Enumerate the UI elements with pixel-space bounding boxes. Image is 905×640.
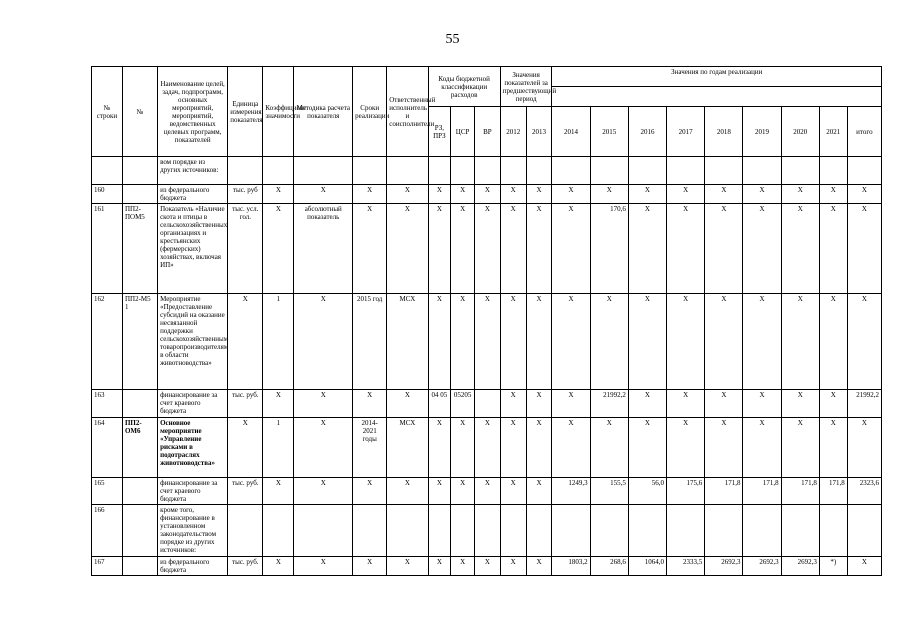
- hdr-resp: Ответственный исполнитель и соисполнители: [387, 67, 428, 157]
- row-number: 165: [92, 478, 123, 505]
- row-value: [628, 505, 666, 557]
- hdr-coef: Коэффициент значимости: [263, 67, 294, 157]
- row-value: X: [705, 185, 743, 204]
- row-method: абсолютный показатель: [294, 204, 353, 294]
- row-value: X: [781, 185, 819, 204]
- row-value: X: [552, 204, 590, 294]
- row-value: X: [526, 204, 552, 294]
- row-value: X: [590, 418, 628, 478]
- row-coef: 1: [263, 294, 294, 390]
- row-value: X: [819, 418, 847, 478]
- row-value: 2323,6: [847, 478, 881, 505]
- hdr-unit: Единица измерения показателя: [228, 67, 263, 157]
- row-value: X: [667, 418, 705, 478]
- row-resp: X: [387, 204, 428, 294]
- row-terms: 2015 год: [353, 294, 387, 390]
- row-csr: [451, 505, 475, 557]
- row-value: X: [590, 185, 628, 204]
- row-method: [294, 157, 353, 185]
- row-terms: 2014-2021 годы: [353, 418, 387, 478]
- row-resp: X: [387, 478, 428, 505]
- row-number: 162: [92, 294, 123, 390]
- row-value: 2692,3: [743, 557, 781, 576]
- row-value: 268,6: [590, 557, 628, 576]
- row-value: [667, 505, 705, 557]
- hdr-vr: ВР: [474, 107, 500, 157]
- row-value: X: [500, 418, 526, 478]
- table-body: [92, 157, 882, 576]
- row-name: вом порядке из других источников:: [158, 157, 228, 185]
- row-value: X: [847, 204, 881, 294]
- row-resp: [387, 157, 428, 185]
- row-value: [590, 505, 628, 557]
- row-value: [628, 157, 666, 185]
- row-unit: тыс. руб.: [228, 557, 263, 576]
- hdr-csr: ЦСР: [451, 107, 475, 157]
- row-value: 175,6: [667, 478, 705, 505]
- row-coef: [263, 157, 294, 185]
- table-row: [92, 390, 882, 418]
- row-value: [847, 505, 881, 557]
- row-value: X: [743, 204, 781, 294]
- hdr-terms: Сроки реализации: [353, 67, 387, 157]
- row-number: 163: [92, 390, 123, 418]
- row-unit: X: [228, 294, 263, 390]
- row-value: X: [500, 204, 526, 294]
- hdr-2021: 2021: [819, 107, 847, 157]
- row-rz: X: [428, 557, 451, 576]
- row-value: X: [705, 204, 743, 294]
- hdr-2020: 2020: [781, 107, 819, 157]
- hdr-2019: 2019: [743, 107, 781, 157]
- hdr-budget-codes: Коды бюджетной классификации расходов: [428, 67, 500, 107]
- row-value: X: [781, 390, 819, 418]
- row-value: X: [667, 185, 705, 204]
- row-value: X: [500, 294, 526, 390]
- row-method: X: [294, 418, 353, 478]
- row-value: 21992,2: [590, 390, 628, 418]
- hdr-years-blank: [552, 87, 882, 107]
- row-method: X: [294, 294, 353, 390]
- row-number: 166: [92, 505, 123, 557]
- row-name: кроме того, финансирование в установленном законодательством порядке из других источников:: [158, 505, 228, 557]
- row-coef: X: [263, 390, 294, 418]
- row-terms: X: [353, 390, 387, 418]
- row-csr: [451, 157, 475, 185]
- row-value: X: [847, 185, 881, 204]
- row-vr: X: [474, 418, 500, 478]
- row-rz: [428, 505, 451, 557]
- hdr-total: итого: [847, 107, 881, 157]
- row-number: 167: [92, 557, 123, 576]
- row-value: X: [526, 185, 552, 204]
- row-vr: [474, 390, 500, 418]
- row-value: X: [628, 418, 666, 478]
- row-terms: [353, 157, 387, 185]
- row-value: [743, 505, 781, 557]
- row-value: 155,5: [590, 478, 628, 505]
- row-number: 160: [92, 185, 123, 204]
- row-unit: [228, 505, 263, 557]
- row-coef: [263, 505, 294, 557]
- row-value: 2692,3: [705, 557, 743, 576]
- row-name: Мероприятие «Предоставление субсидий на оказание несвязанной поддержки сельскохозяйственным товаропроизводителям в области животноводства»: [158, 294, 228, 390]
- row-code: [122, 505, 157, 557]
- row-unit: [228, 157, 263, 185]
- row-coef: X: [263, 185, 294, 204]
- row-value: 171,8: [705, 478, 743, 505]
- row-coef: X: [263, 557, 294, 576]
- table-row: [92, 478, 882, 505]
- indicators-table: [91, 66, 882, 576]
- row-resp: X: [387, 557, 428, 576]
- row-resp: X: [387, 185, 428, 204]
- row-coef: X: [263, 204, 294, 294]
- table-row: [92, 557, 882, 576]
- row-value: 2692,3: [781, 557, 819, 576]
- row-csr: X: [451, 185, 475, 204]
- hdr-prev-period: Значения показателей за предшествующий период: [500, 67, 552, 107]
- row-code: [122, 185, 157, 204]
- hdr-method: Методика расчета показателя: [294, 67, 353, 157]
- row-code: [122, 557, 157, 576]
- row-coef: X: [263, 478, 294, 505]
- row-value: [500, 505, 526, 557]
- row-value: X: [552, 418, 590, 478]
- row-terms: X: [353, 204, 387, 294]
- row-value: X: [847, 557, 881, 576]
- row-value: X: [819, 390, 847, 418]
- row-resp: [387, 505, 428, 557]
- row-unit: тыс. руб.: [228, 390, 263, 418]
- row-value: X: [552, 185, 590, 204]
- hdr-2018: 2018: [705, 107, 743, 157]
- hdr-years: Значения по годам реализации: [552, 67, 882, 87]
- row-rz: X: [428, 294, 451, 390]
- row-value: [819, 157, 847, 185]
- table-row: [92, 204, 882, 294]
- row-value: [500, 157, 526, 185]
- row-method: X: [294, 557, 353, 576]
- row-name: из федерального бюджета: [158, 185, 228, 204]
- row-terms: X: [353, 557, 387, 576]
- row-csr: X: [451, 204, 475, 294]
- row-value: 2333,5: [667, 557, 705, 576]
- row-value: X: [743, 185, 781, 204]
- row-value: [526, 157, 552, 185]
- row-name: Показатель «Наличие скота и птицы в сельскохозяйственных организациях и крестьянских (фермерских) хозяйствах, включая ИП»: [158, 204, 228, 294]
- row-unit: тыс. усл. гол.: [228, 204, 263, 294]
- row-rz: X: [428, 478, 451, 505]
- hdr-2015: 2015: [590, 107, 628, 157]
- row-vr: X: [474, 557, 500, 576]
- row-value: 171,8: [743, 478, 781, 505]
- row-value: [781, 505, 819, 557]
- row-value: X: [628, 294, 666, 390]
- row-name: финансирование за счет краевого бюджета: [158, 478, 228, 505]
- row-value: X: [526, 390, 552, 418]
- row-value: 170,6: [590, 204, 628, 294]
- table-row: [92, 505, 882, 557]
- hdr-2013: 2013: [526, 107, 552, 157]
- row-value: X: [781, 418, 819, 478]
- row-method: X: [294, 478, 353, 505]
- row-vr: X: [474, 204, 500, 294]
- row-value: 1803,2: [552, 557, 590, 576]
- row-value: 21992,2: [847, 390, 881, 418]
- row-value: X: [819, 204, 847, 294]
- row-method: X: [294, 390, 353, 418]
- row-name: Основное мероприятие «Управление рисками в подотраслях животноводства»: [158, 418, 228, 478]
- row-value: [781, 157, 819, 185]
- row-value: X: [667, 390, 705, 418]
- row-rz: X: [428, 204, 451, 294]
- row-value: X: [628, 390, 666, 418]
- row-value: X: [500, 390, 526, 418]
- row-name: финансирование за счет краевого бюджета: [158, 390, 228, 418]
- row-value: X: [705, 294, 743, 390]
- row-value: [705, 505, 743, 557]
- row-value: 56,0: [628, 478, 666, 505]
- row-number: 164: [92, 418, 123, 478]
- table-row: [92, 185, 882, 204]
- row-csr: 05205: [451, 390, 475, 418]
- row-terms: X: [353, 185, 387, 204]
- row-number: 161: [92, 204, 123, 294]
- row-value: [552, 157, 590, 185]
- row-rz: X: [428, 418, 451, 478]
- row-resp: X: [387, 390, 428, 418]
- row-value: X: [667, 204, 705, 294]
- row-csr: X: [451, 294, 475, 390]
- row-value: *): [819, 557, 847, 576]
- hdr-2017: 2017: [667, 107, 705, 157]
- row-vr: [474, 157, 500, 185]
- row-value: X: [500, 557, 526, 576]
- row-value: [552, 505, 590, 557]
- row-name: из федерального бюджета: [158, 557, 228, 576]
- row-csr: X: [451, 418, 475, 478]
- row-vr: [474, 505, 500, 557]
- row-rz: X: [428, 185, 451, 204]
- row-value: X: [628, 185, 666, 204]
- row-value: X: [590, 294, 628, 390]
- row-vr: X: [474, 185, 500, 204]
- row-value: X: [743, 390, 781, 418]
- hdr-2014: 2014: [552, 107, 590, 157]
- row-value: 1249,3: [552, 478, 590, 505]
- row-value: X: [552, 294, 590, 390]
- row-value: X: [847, 294, 881, 390]
- row-rz: 04 05: [428, 390, 451, 418]
- table-row: [92, 294, 882, 390]
- hdr-name: Наименование целей, задач, подпрограмм, основных мероприятий, мероприятий, ведомственных целевых программ, показателей: [158, 67, 228, 157]
- row-rz: [428, 157, 451, 185]
- row-value: [667, 157, 705, 185]
- row-value: X: [552, 390, 590, 418]
- row-code: ПП2-ПОМ5: [122, 204, 157, 294]
- row-value: [590, 157, 628, 185]
- row-value: [847, 157, 881, 185]
- row-value: X: [743, 294, 781, 390]
- hdr-rz: РЗ, ПРЗ: [428, 107, 451, 157]
- row-terms: X: [353, 478, 387, 505]
- row-value: 171,8: [781, 478, 819, 505]
- page-number: 55: [445, 32, 460, 47]
- row-unit: тыс. руб: [228, 185, 263, 204]
- row-value: X: [705, 418, 743, 478]
- row-value: X: [819, 294, 847, 390]
- row-unit: тыс. руб.: [228, 478, 263, 505]
- row-value: X: [526, 294, 552, 390]
- row-value: X: [526, 557, 552, 576]
- row-csr: X: [451, 478, 475, 505]
- row-code: ПП2-М5 1: [122, 294, 157, 390]
- row-terms: [353, 505, 387, 557]
- row-method: [294, 505, 353, 557]
- row-number: [92, 157, 123, 185]
- table-row: [92, 418, 882, 478]
- hdr-no: №: [122, 67, 157, 157]
- row-csr: X: [451, 557, 475, 576]
- row-value: X: [781, 204, 819, 294]
- hdr-2012: 2012: [500, 107, 526, 157]
- row-code: [122, 390, 157, 418]
- row-value: 171,8: [819, 478, 847, 505]
- row-value: X: [781, 294, 819, 390]
- row-value: X: [743, 418, 781, 478]
- row-resp: МСХ: [387, 294, 428, 390]
- table-row: [92, 157, 882, 185]
- row-code: [122, 478, 157, 505]
- hdr-2016: 2016: [628, 107, 666, 157]
- row-value: X: [667, 294, 705, 390]
- row-resp: МСХ: [387, 418, 428, 478]
- row-value: X: [500, 185, 526, 204]
- row-unit: X: [228, 418, 263, 478]
- row-value: [526, 505, 552, 557]
- row-value: [705, 157, 743, 185]
- row-value: X: [628, 204, 666, 294]
- row-code: [122, 157, 157, 185]
- row-coef: 1: [263, 418, 294, 478]
- row-value: X: [526, 418, 552, 478]
- row-value: [743, 157, 781, 185]
- hdr-row-no: № строки: [92, 67, 123, 157]
- row-value: 1064,0: [628, 557, 666, 576]
- row-value: X: [705, 390, 743, 418]
- row-vr: X: [474, 478, 500, 505]
- row-value: X: [847, 418, 881, 478]
- row-value: X: [500, 478, 526, 505]
- row-value: X: [819, 185, 847, 204]
- row-code: ПП2-ОМ6: [122, 418, 157, 478]
- row-value: [819, 505, 847, 557]
- row-value: X: [526, 478, 552, 505]
- row-vr: X: [474, 294, 500, 390]
- row-method: X: [294, 185, 353, 204]
